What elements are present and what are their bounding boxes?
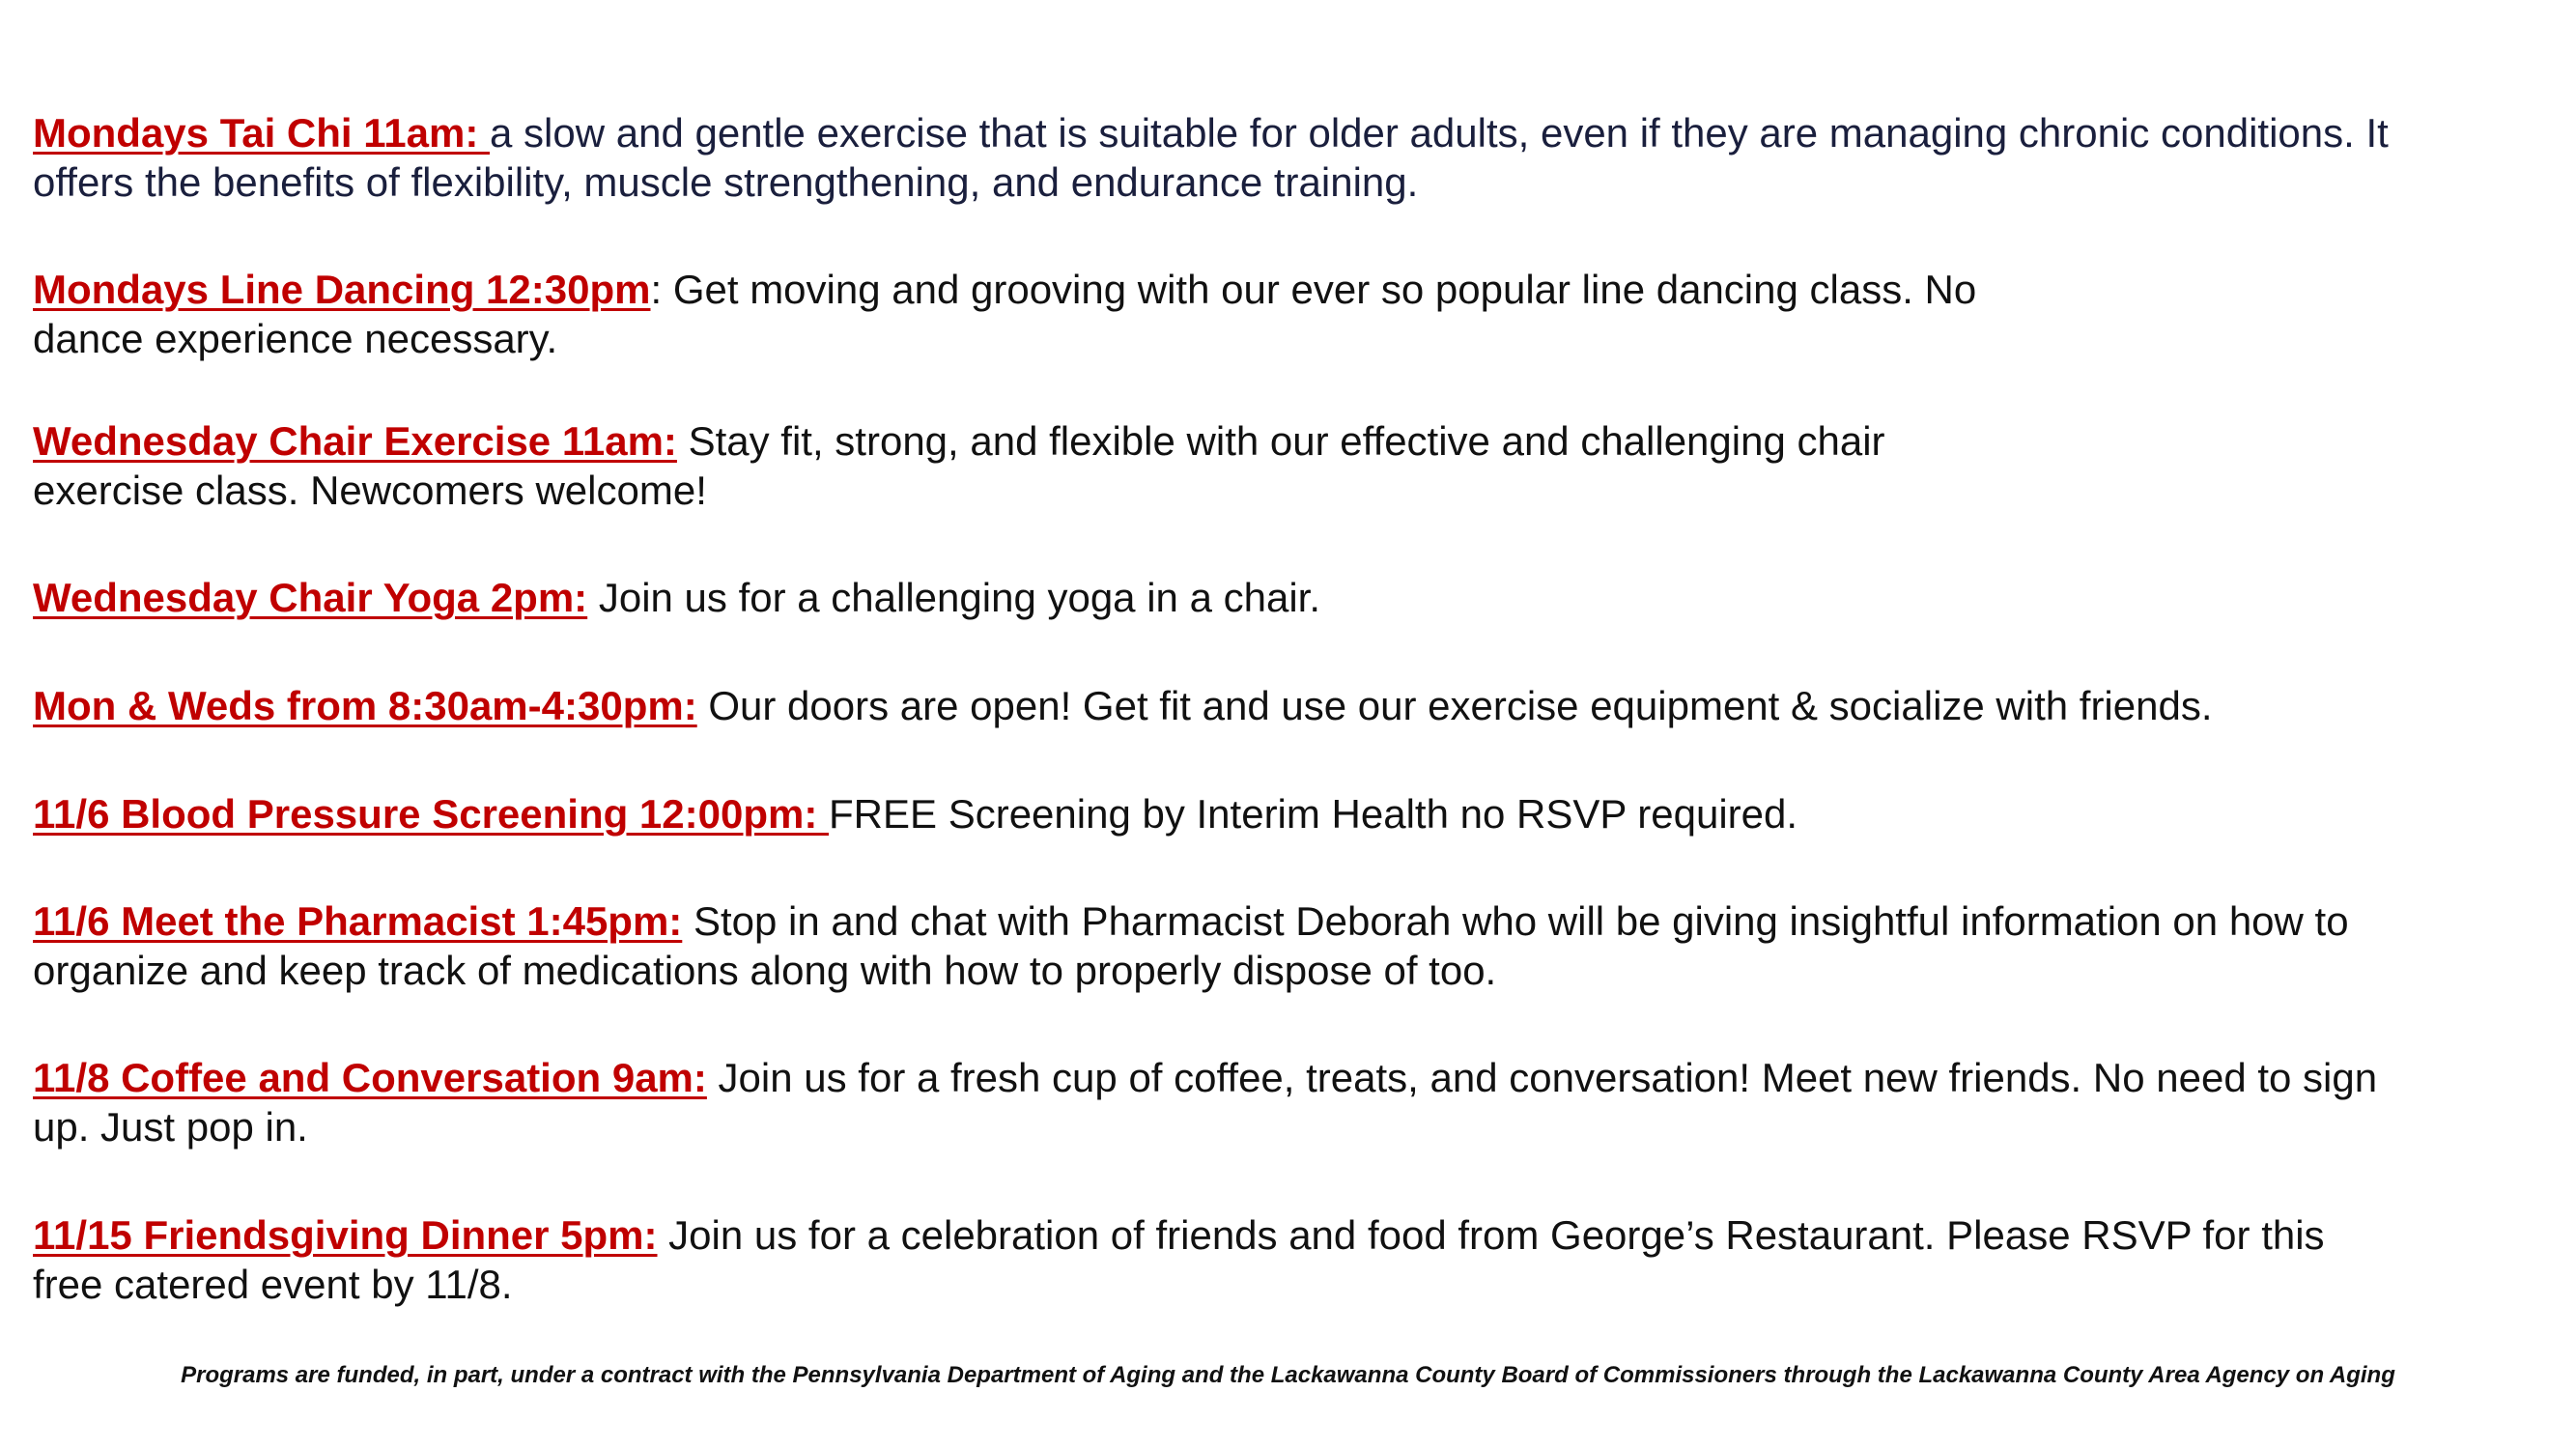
- event-open-doors: [33, 681, 2544, 730]
- event-blood-pressure: [33, 789, 2544, 838]
- event-heading: Wednesday Chair Exercise 11am:: [33, 418, 677, 464]
- event-coffee: [33, 1053, 2544, 1151]
- event-heading: Mondays Line Dancing 12:30pm: [33, 267, 651, 312]
- event-description: FREE Screening by Interim Health no RSVP required.: [829, 791, 1798, 837]
- event-heading: Wednesday Chair Yoga 2pm:: [33, 575, 588, 620]
- event-line-1: [33, 681, 2544, 730]
- event-description: Our doors are open! Get fit and use our exercise equipment & socialize with friends.: [696, 683, 2213, 728]
- event-description: Stop in and chat with Pharmacist Deborah who will be giving insightful information on how to: [682, 898, 2349, 944]
- event-friendsgiving: [33, 1210, 2544, 1309]
- event-description-cont: exercise class. Newcomers welcome!: [33, 468, 707, 513]
- event-line-1: [33, 108, 2544, 157]
- event-heading: 11/6 Blood Pressure Screening 12:00pm:: [33, 791, 830, 837]
- event-tai-chi: [33, 108, 2544, 207]
- event-line-1: [33, 573, 2544, 622]
- event-line-1: [33, 1210, 2544, 1260]
- event-pharmacist: [33, 896, 2544, 995]
- event-description: Join us for a fresh cup of coffee, treats, and conversation! Meet new friends. No need to sign: [706, 1055, 2378, 1100]
- event-description: Join us for a challenging yoga in a chair.: [587, 575, 1320, 620]
- event-description-cont: organize and keep track of medications along with how to properly dispose of too.: [33, 948, 1497, 993]
- event-heading: 11/15 Friendsgiving Dinner 5pm:: [33, 1212, 658, 1258]
- event-description: a slow and gentle exercise that is suitable for older adults, even if they are managing chronic conditions. It: [490, 110, 2389, 156]
- event-chair-yoga: [33, 573, 2544, 622]
- event-heading: Mondays Tai Chi 11am:: [33, 110, 491, 156]
- event-line-dancing: [33, 265, 2544, 363]
- event-description: : Get moving and grooving with our ever so popular line dancing class. No: [650, 267, 1977, 312]
- funding-footer: Programs are funded, in part, under a contract with the Pennsylvania Department of Aging and the Lackawanna County Board of Commissioners through the Lackawanna County Area Agency on Aging: [181, 1362, 2395, 1388]
- event-line-1: [33, 1053, 2544, 1102]
- event-description: Stay fit, strong, and flexible with our effective and challenging chair: [676, 418, 1885, 464]
- event-description: Join us for a celebration of friends and food from George’s Restaurant. Please RSVP for this: [657, 1212, 2325, 1258]
- event-heading: 11/6 Meet the Pharmacist 1:45pm:: [33, 898, 683, 944]
- event-description-cont: dance experience necessary.: [33, 316, 558, 361]
- event-line-1: [33, 416, 2544, 466]
- event-description-cont: offers the benefits of flexibility, muscle strengthening, and endurance training.: [33, 159, 1419, 205]
- event-heading: 11/8 Coffee and Conversation 9am:: [33, 1055, 707, 1100]
- event-description-cont: free catered event by 11/8.: [33, 1262, 513, 1307]
- event-chair-exercise: [33, 416, 2544, 515]
- event-line-1: [33, 789, 2544, 838]
- event-line-1: [33, 896, 2544, 946]
- event-description-cont: up. Just pop in.: [33, 1104, 308, 1150]
- event-line-1: [33, 265, 2544, 314]
- event-heading: Mon & Weds from 8:30am-4:30pm:: [33, 683, 697, 728]
